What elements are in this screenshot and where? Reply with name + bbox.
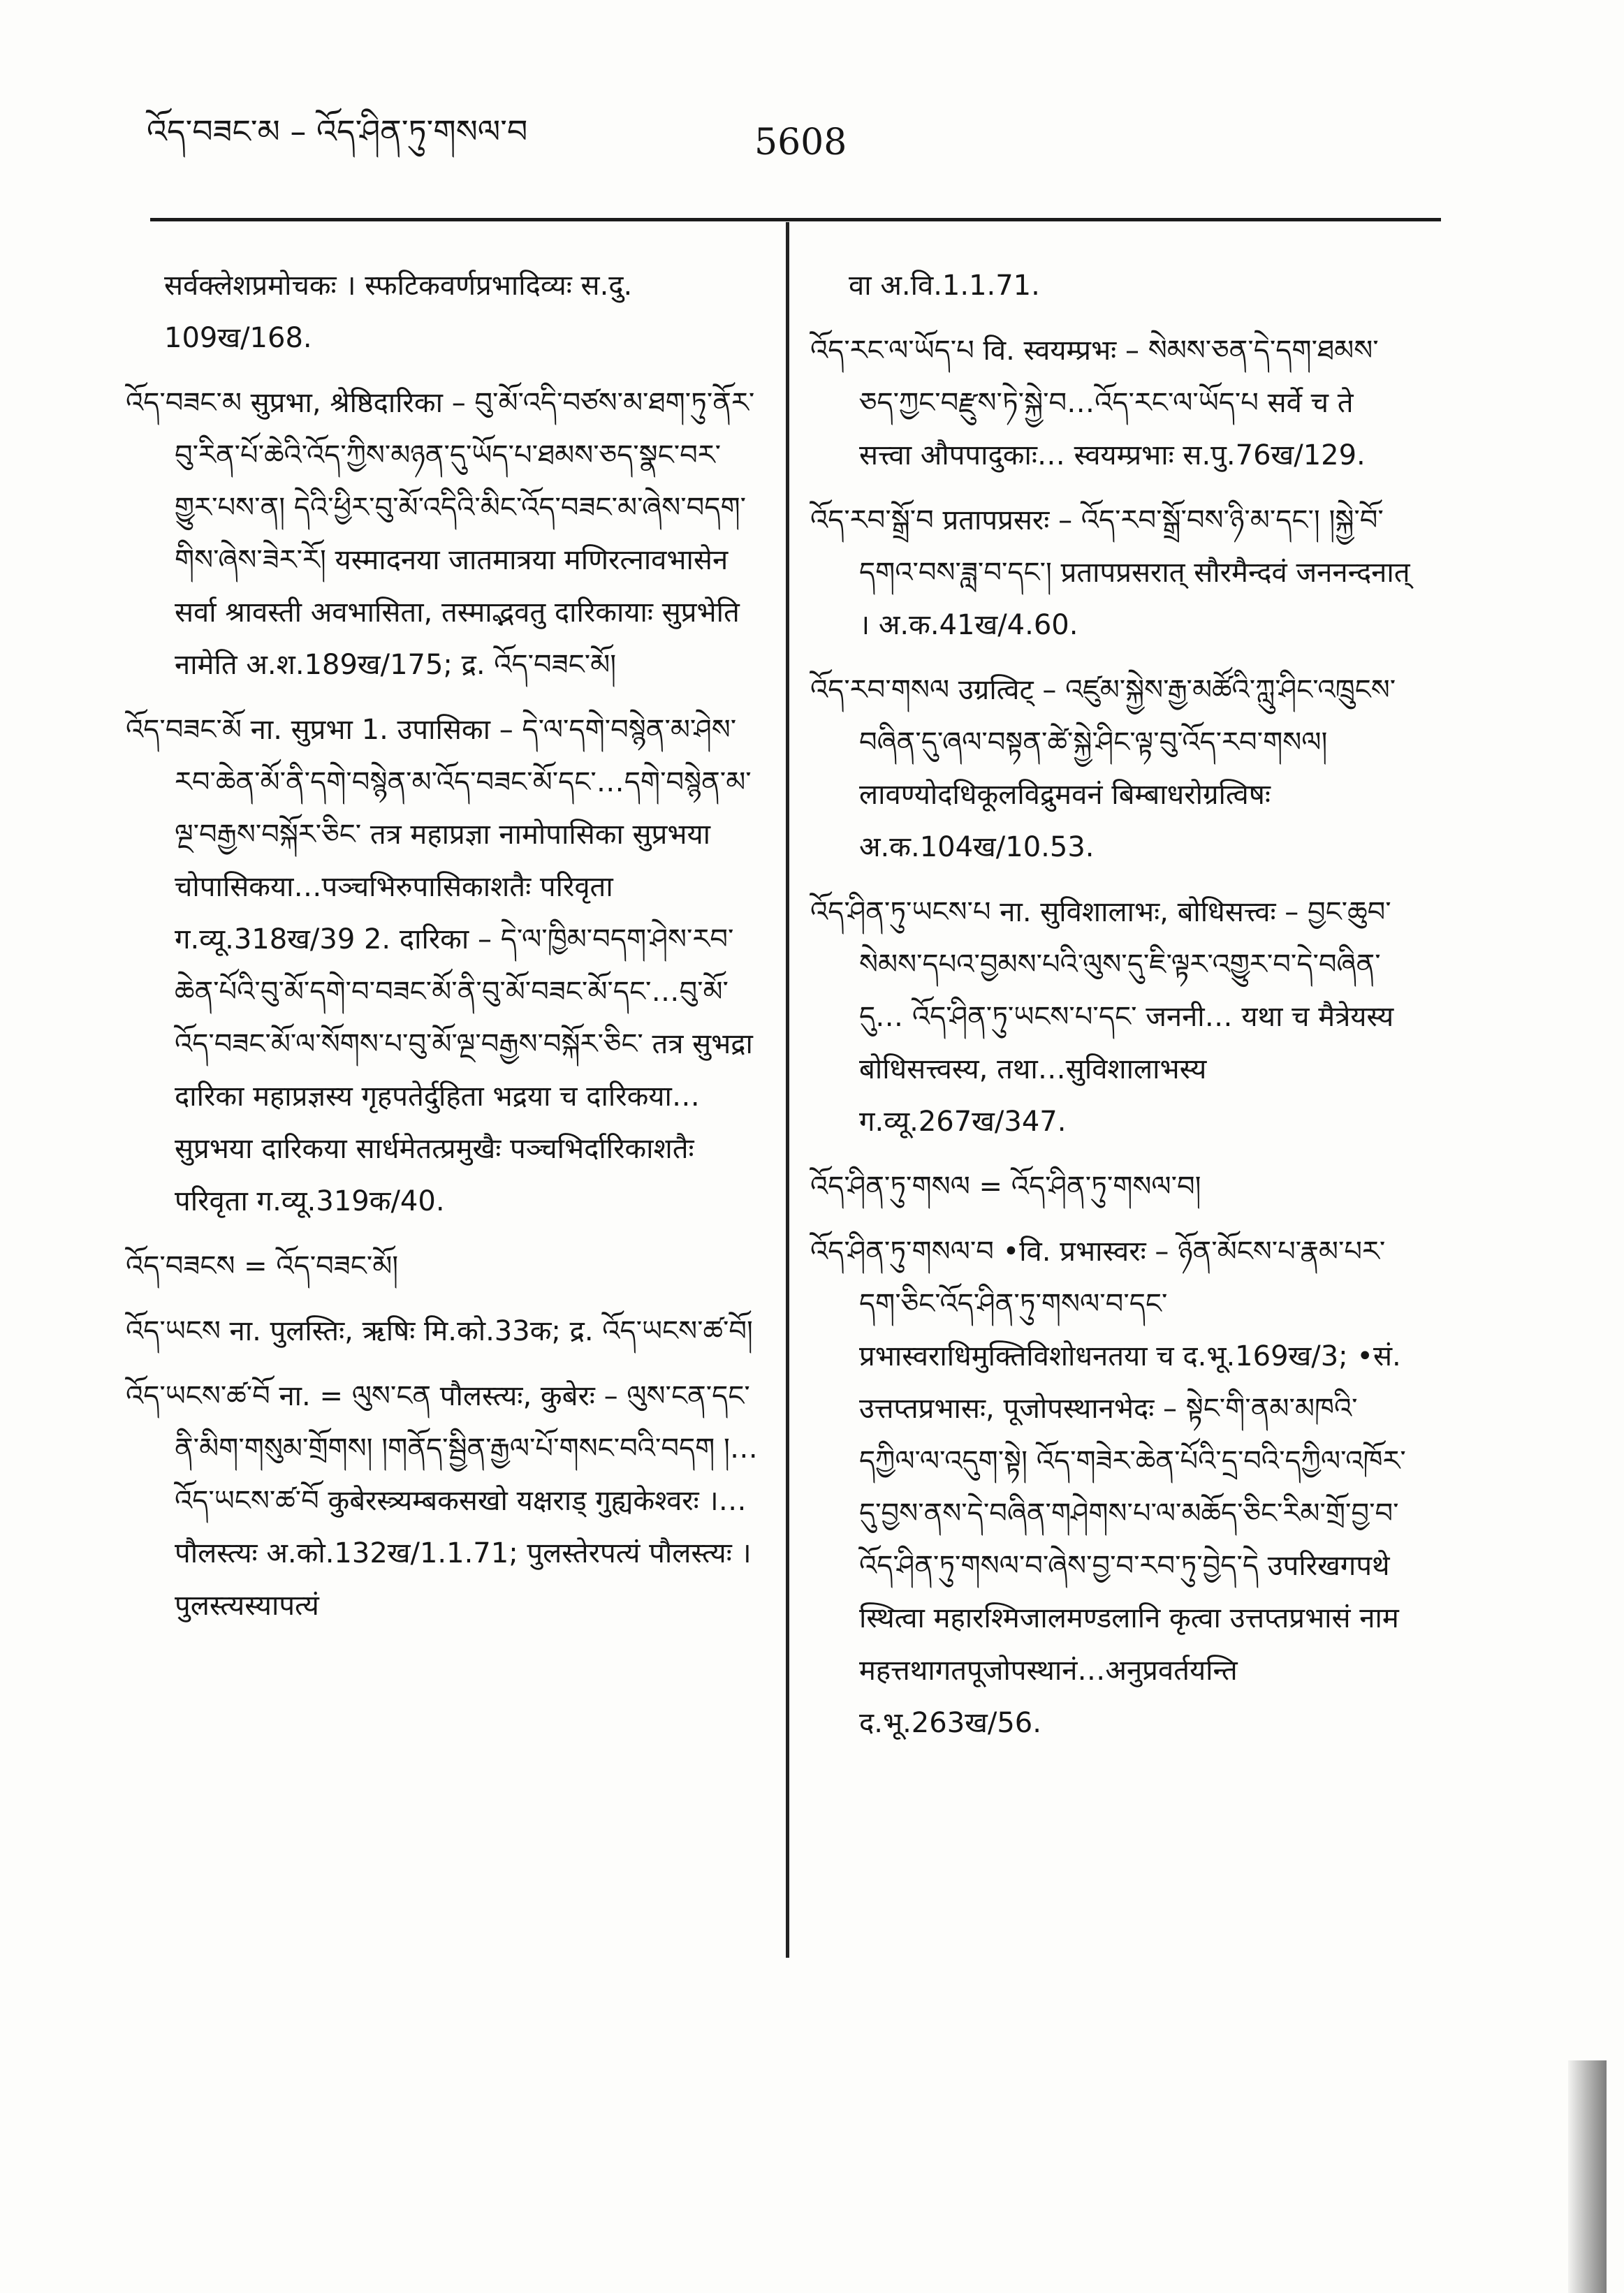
header-rule bbox=[150, 218, 1441, 221]
dictionary-entry: वा अ.वि.1.1.71. bbox=[849, 270, 1040, 302]
left-column bbox=[126, 260, 758, 1645]
dictionary-entry: འོད་ཤིན་ཏུ་གསལ = འོད་ཤིན་ཏུ་གསལ་བ། bbox=[810, 1171, 1201, 1203]
dictionary-entry: འོད་རབ་སྒྲོ་བ प्रतापप्रसरः – འོད་རབ་སྒྲོ་བས་ཉི་མ་དང་། །སྐྱེ་བོ་དགའ་བས་ཟླ་བ་དང་། प्रतापप्रसरात् सौरमैन्दवं जननन्दनात् । अ.क.41ख/4.60. bbox=[810, 504, 1410, 641]
dictionary-entry: འོད་རབ་གསལ उग्रत्विट् – འཛུམ་སྐྱེས་རྒྱ་མཚོའི་ཀླུ་ཤིང་འཁྲུངས་བཞིན་དུ་ཞལ་བསྟན་ཚེ་སྐྱེ་ཤིང་ལྟ་བུ་འོད་རབ་གསལ། लावण्योदधिकूलविद्रुमवनं बिम्बाधरोग्रत्विषः अ.क.104ख/10.53. bbox=[810, 674, 1396, 863]
dictionary-entry: འོད་བཟང་མ सुप्रभा, श्रेष्ठिदारिका – བུ་མོ་འདི་བཙས་མ་ཐག་ཏུ་ནོར་བུ་རིན་པོ་ཆེའི་འོད་ཀྱིས་མཉན་དུ་ཡོད་པ་ཐམས་ཅད་སྣང་བར་གྱུར་པས་ན། དེའི་ཕྱིར་བུ་མོ་འདིའི་མིང་འོད་བཟང་མ་ཞེས་བདག་གིས་ཞེས་ཟེར་རོ། यस्मादनया जातमात्रया मणिरत्नावभासेन सर्वा श्रावस्ती अवभासिता, तस्माद्भवतु दारिकायाः सुप्रभेति नामेति अ.श.189ख/175; द्र. འོད་བཟང་མོ། bbox=[126, 387, 755, 681]
dictionary-entry: सर्वक्लेशप्रमोचकः । स्फटिकवर्णप्रभादिव्यः स.दु. 109ख/168. bbox=[164, 270, 633, 354]
dictionary-entry: འོད་བཟང་མོ ना. सुप्रभा 1. उपासिका – དེ་ལ་དགེ་བསྙེན་མ་ཤེས་རབ་ཆེན་མོ་ནི་དགེ་བསྙེན་མ་འོད་བཟང་མོ་དང་…དགེ་བསྙེན་མ་ལྔ་བརྒྱས་བསྐོར་ཅིང་ तत्र महाप्रज्ञा नामोपासिका सुप्रभया चोपासिकया…पञ्चभिरुपासिकाशतैः परिवृता ग.व्यू.318ख/39 2. दारिका – དེ་ལ་ཁྱིམ་བདག་ཤེས་རབ་ཆེན་པོའི་བུ་མོ་དགེ་བ་བཟང་མོ་ནི་བུ་མོ་བཟང་མོ་དང་…བུ་མོ་འོད་བཟང་མོ་ལ་སོགས་པ་བུ་མོ་ལྔ་བརྒྱས་བསྐོར་ཅིང་ तत्र सुभद्रा दारिका महाप्रज्ञस्य गृहपतेर्दुहिता भद्रया च दारिकया…सुप्रभया दारिकया सार्धमेतत्प्रमुखैः पञ्चभिर्दारिकाशतैः परिवृता ग.व्यू.319क/40. bbox=[126, 714, 753, 1217]
dictionary-entry: འོད་བཟངས = འོད་བཟང་མོ། bbox=[126, 1250, 399, 1282]
dictionary-entry: འོད་རང་ལ་ཡོད་པ वि. स्वयम्प्रभः – སེམས་ཅན་དེ་དག་ཐམས་ཅད་ཀྱང་བརྫུས་ཏེ་སྐྱེ་བ…འོད་རང་ལ་ཡོད་པ सर्वे च ते सत्त्वा औपपादुकाः… स्वयम्प्रभाः स.पु.76ख/129. bbox=[810, 335, 1379, 471]
dictionary-entry: འོད་ཤིན་ཏུ་གསལ་བ •वि. प्रभास्वरः – ཉོན་མོངས་པ་རྣམ་པར་དག་ཅིང་འོད་ཤིན་ཏུ་གསལ་བ་དང་ प्रभास्वराधिमुक्तिविशोधनतया च द.भू.169ख/3; •सं. उत्तप्तप्रभासः, पूजोपस्थानभेदः – སྟེང་གི་ནམ་མཁའི་དཀྱིལ་ལ་འདུག་སྟེ། འོད་གཟེར་ཆེན་པོའི་དྲ་བའི་དཀྱིལ་འཁོར་དུ་བྱས་ནས་དེ་བཞིན་གཤེགས་པ་ལ་མཆོད་ཅིང་རིམ་གྲོ་བྱ་བ་འོད་ཤིན་ཏུ་གསལ་བ་ཞེས་བྱ་བ་རབ་ཏུ་བྱེད་དེ उपरिखगपथे स्थित्वा महारश्मिजालमण्डलानि कृत्वा उत्तप्तप्रभासं नाम महत्तथागतपूजोपस्थानं…अनुप्रवर्तयन्ति द.भू.263ख/56. bbox=[810, 1236, 1406, 1739]
dictionary-entry: འོད་ཡངས་ཚ་བོ ना. = ལུས་ངན पौलस्त्यः, कुबेरः – ལུས་ངན་དང་ནི་མིག་གསུམ་གྲོགས། །གནོད་སྦྱིན་རྒྱལ་པོ་གསང་བའི་བདག །…འོད་ཡངས་ཚ་བོ कुबेरस्त्र्यम्बकसखो यक्षराड् गुह्यकेश्वरः ।…पौलस्त्यः अ.को.132ख/1.1.71; पुलस्तेरपत्यं पौलस्त्यः । पुलस्त्यस्यापत्यं bbox=[126, 1380, 758, 1622]
page-edge-shadow bbox=[1568, 2060, 1607, 2293]
dictionary-entry: འོད་ཤིན་ཏུ་ཡངས་པ ना. सुविशालाभः, बोधिसत्त्वः – བྱང་ཆུབ་སེམས་དཔའ་བྱམས་པའི་ལུས་དུ་ཇི་ལྟར་འགྱུར་བ་དེ་བཞིན་དུ… འོད་ཤིན་ཏུ་ཡངས་པ་དང་ जननी… यथा च मैत्रेयस्य बोधिसत्त्वस्य, तथा…सुविशालाभस्य ग.व्यू.267ख/347. bbox=[810, 896, 1394, 1138]
column-divider bbox=[786, 222, 789, 1958]
dictionary-entry: འོད་ཡངས ना. पुलस्तिः, ऋषिः मि.को.33क; द्र. འོད་ཡངས་ཚ་བོ། bbox=[126, 1315, 753, 1347]
right-column bbox=[810, 260, 1411, 1762]
page-header-left: འོད་བཟང་མ – འོད་ཤིན་ཏུ་གསལ་བ bbox=[147, 112, 528, 150]
page-number: 5608 bbox=[754, 122, 847, 163]
